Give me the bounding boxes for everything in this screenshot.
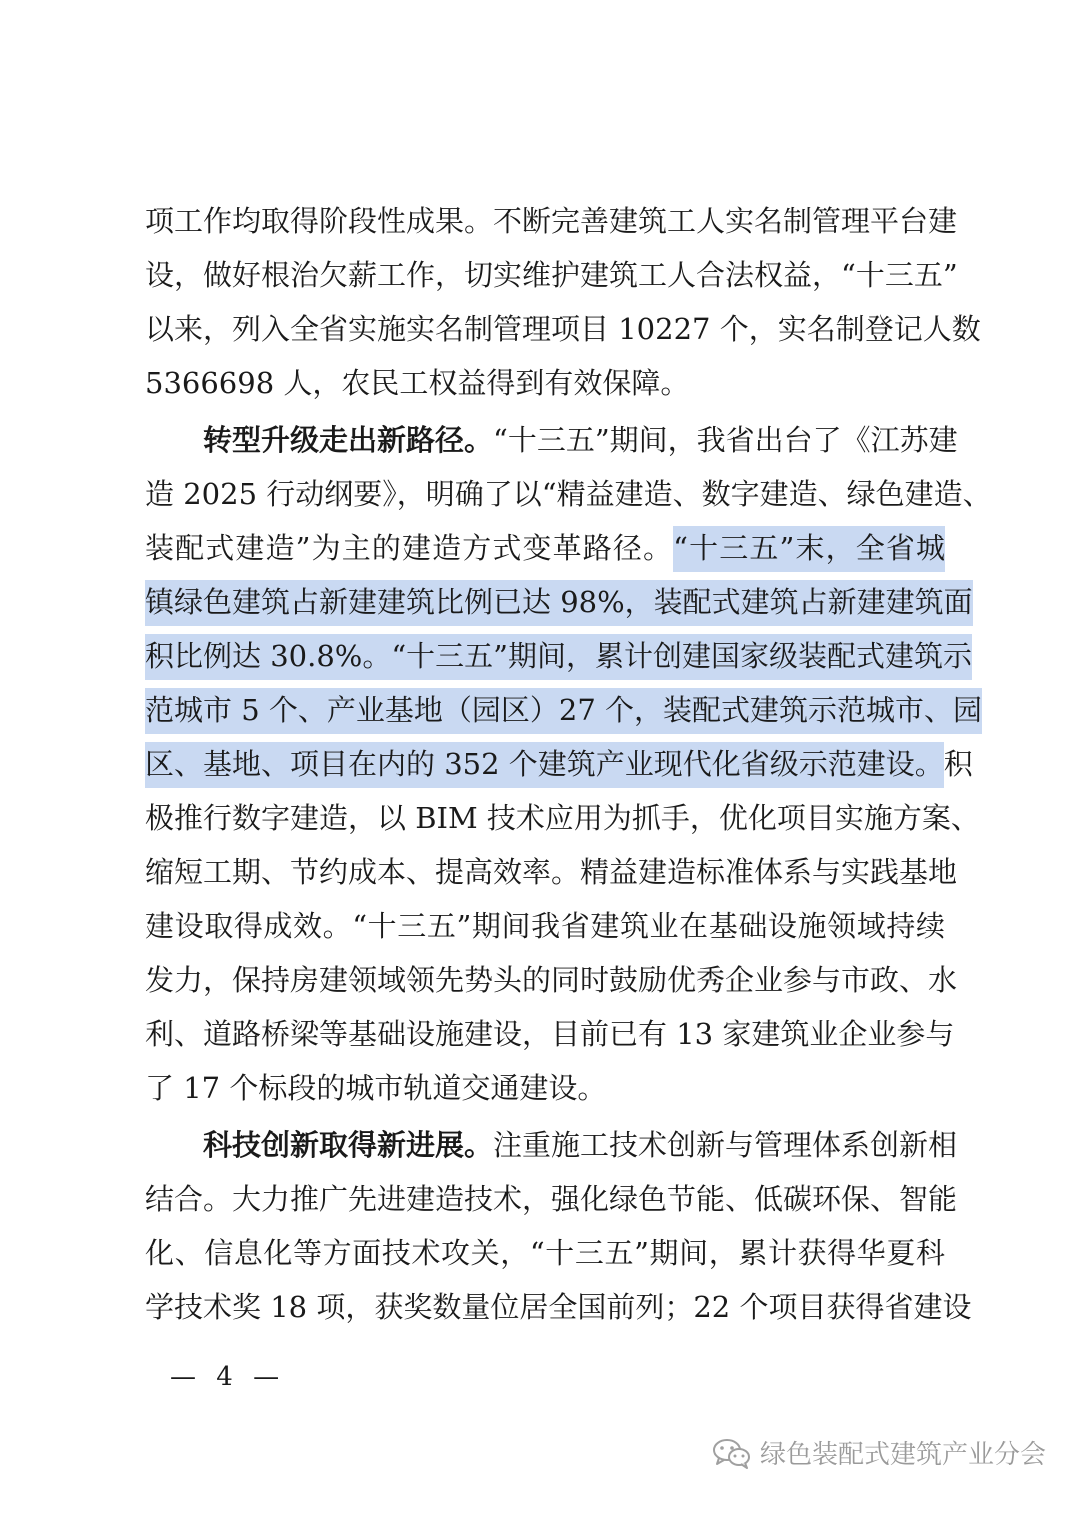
highlighted-text[interactable]: “十三五”末，全省城 [673,526,945,572]
wechat-icon [712,1437,752,1469]
watermark-text: 绿色装配式建筑产业分会 [759,1440,1046,1470]
text-line: 学技术奖 18 项，获奖数量位居全国前列；22 个项目获得省建设 [145,1290,972,1324]
paragraph-heading: 科技创新取得新进展。 [203,1128,494,1162]
text-line: 造 2025 行动纲要》，明确了以“精益建造、数字建造、绿色建造、 [145,477,992,511]
text-run: “十三五”期间，我省出台了《江苏建 [493,423,958,457]
text-line: 发力，保持房建领域领先势头的同时鼓励优秀企业参与市政、水 [145,963,958,997]
highlighted-text[interactable]: 区、基地、项目在内的 352 个建筑产业现代化省级示范建设。 [145,742,944,788]
text-line: 项工作均取得阶段性成果。不断完善建筑工人实名制管理平台建 [145,204,958,238]
text-line [145,737,973,791]
highlighted-text[interactable]: 范城市 5 个、产业基地（园区）27 个，装配式建筑示范城市、园 [145,688,982,734]
text-line: 化、信息化等方面技术攻关，“十三五”期间，累计获得华夏科 [145,1236,945,1270]
text-line: 以来，列入全省实施实名制管理项目 10227 个，实名制登记人数 [145,312,981,346]
paragraph-first-line [145,413,958,467]
text-line [145,629,972,683]
text-run: 装配式建造”为主的建造方式变革路径。 [145,531,674,565]
text-line: 缩短工期、节约成本、提高效率。精益建造标准体系与实践基地 [145,855,958,889]
text-line [145,575,973,629]
text-line: 建设取得成效。“十三五”期间我省建筑业在基础设施领域持续 [145,909,945,943]
document-body [145,194,992,1334]
text-line: 结合。大力推广先进建造技术，强化绿色节能、低碳环保、智能 [145,1182,958,1216]
text-line: 了 17 个标段的城市轨道交通建设。 [145,1071,607,1105]
text-line: 极推行数字建造，以 BIM 技术应用为抓手，优化项目实施方案、 [145,801,980,835]
text-line: 利、道路桥梁等基础设施建设，目前已有 13 家建筑业企业参与 [145,1017,955,1051]
highlighted-text[interactable]: 积比例达 30.8%。“十三五”期间，累计创建国家级装配式建筑示 [145,634,972,680]
text-run: 积 [943,747,973,781]
page-number: — 4 — [170,1362,286,1392]
paragraph-heading: 转型升级走出新路径。 [203,423,494,457]
highlighted-text[interactable]: 镇绿色建筑占新建建筑比例已达 98%，装配式建筑占新建建筑面 [145,580,973,626]
wechat-watermark [712,1434,1046,1471]
text-line: 设，做好根治欠薪工作，切实维护建筑工人合法权益，“十三五” [145,258,958,292]
paragraph-first-line [145,1118,958,1172]
text-line: 5366698 人，农民工权益得到有效保障。 [145,366,690,400]
text-line [145,521,945,575]
text-line [145,683,983,737]
text-run: 注重施工技术创新与管理体系创新相 [493,1128,958,1162]
